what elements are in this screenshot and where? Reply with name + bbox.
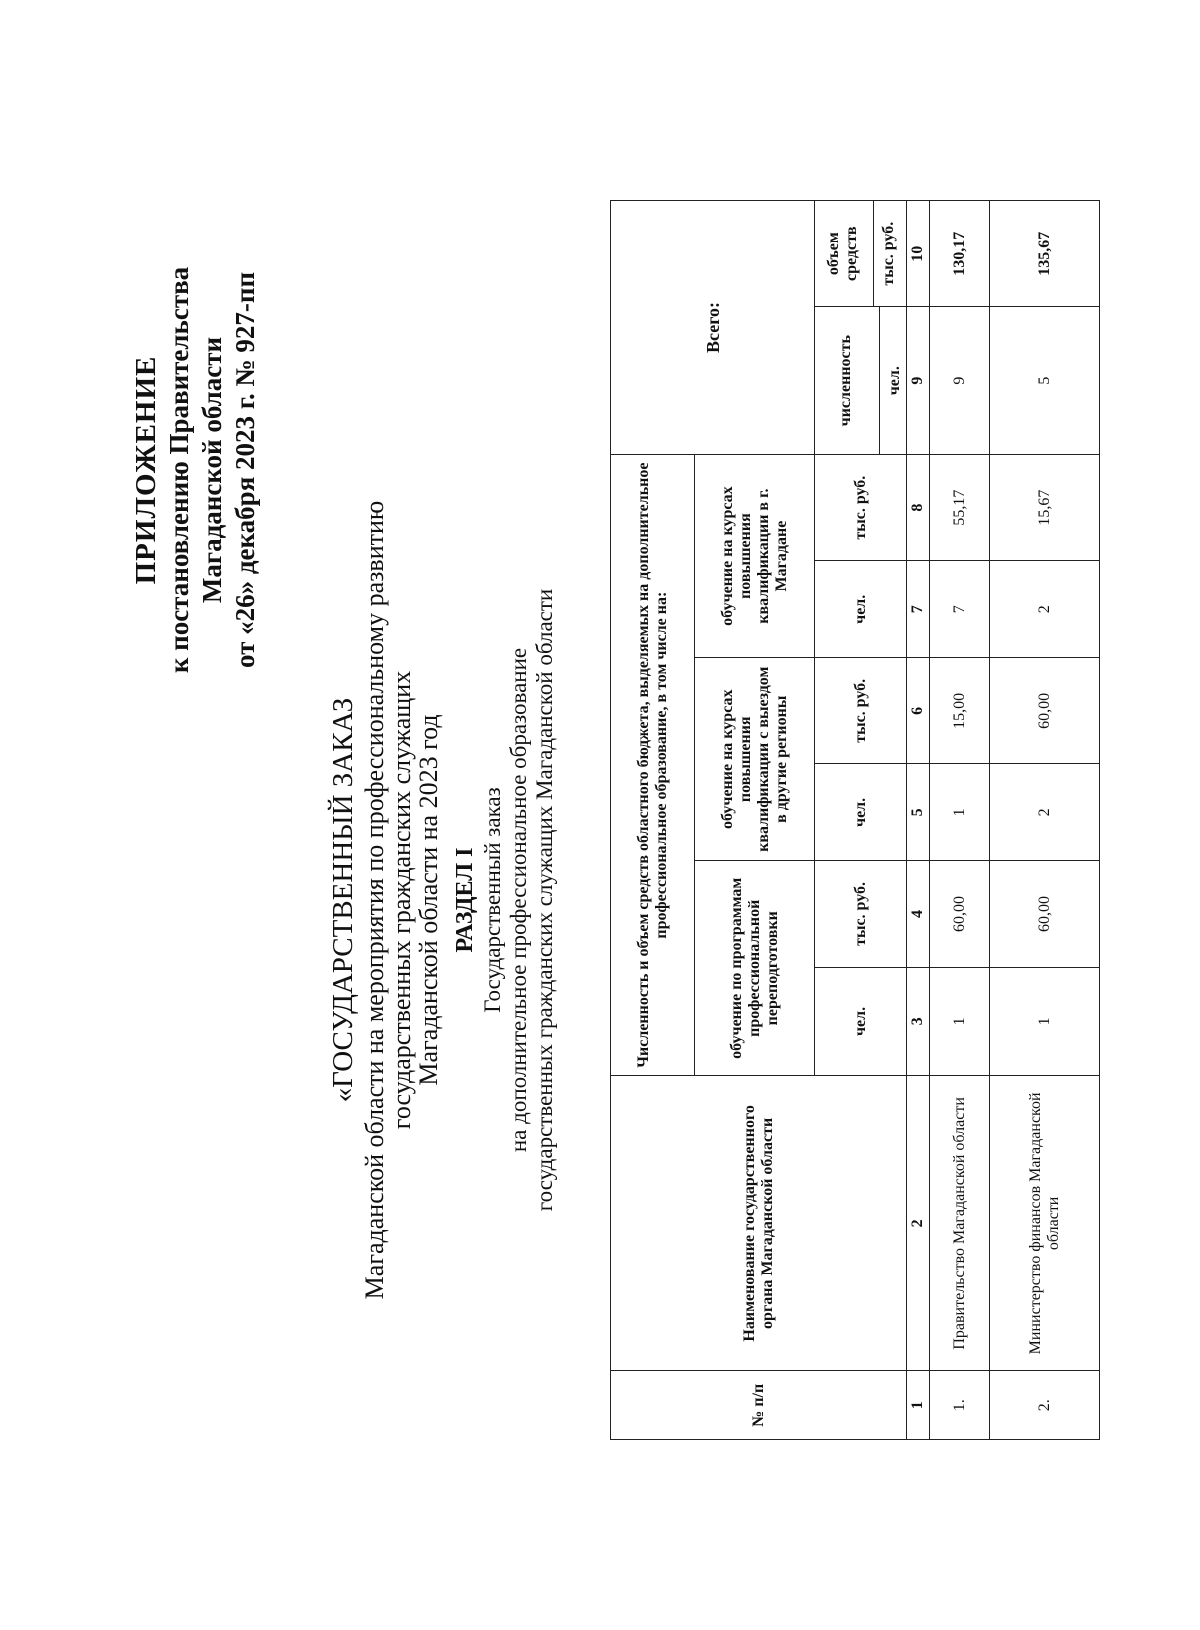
section-line-1: Государственный заказ — [480, 787, 505, 1013]
row2-org: Министерство финансов Магаданской области — [990, 1076, 1100, 1371]
row2-c3: 1 — [990, 967, 1100, 1076]
header-no: № п/п — [611, 1371, 907, 1440]
colnum-6: 6 — [907, 658, 930, 764]
row1-c6: 15,00 — [930, 658, 990, 764]
row1-c7: 7 — [930, 561, 990, 658]
order-heading — [325, 260, 442, 1540]
appendix-header — [130, 160, 262, 780]
row2-c9: 5 — [990, 307, 1100, 455]
header-trips: обучение на курсах повышения квалификации с выездом в другие регионы — [695, 658, 815, 861]
unit-people-3: чел. — [815, 967, 907, 1076]
unit-money-4: тыс. руб. — [815, 861, 907, 967]
header-total: Всего: — [611, 201, 815, 455]
appendix-line-1: к постановлению Правительства — [164, 266, 194, 674]
section-title: РАЗДЕЛ I — [452, 847, 478, 953]
header-volume — [815, 201, 907, 307]
row2-c10: 135,67 — [990, 201, 1100, 307]
row2-no: 2. — [990, 1371, 1100, 1440]
header-retraining: обучение по программам профессиональной переподготовки — [695, 861, 815, 1076]
row1-c8: 55,17 — [930, 454, 990, 560]
column-numbers-row — [907, 201, 930, 1440]
header-headcount — [815, 307, 907, 455]
appendix-line-3: от «26» декабря 2023 г. № 927-пп — [230, 271, 260, 669]
row2-c8: 15,67 — [990, 454, 1100, 560]
unit-money-10: тыс. руб. — [873, 201, 898, 306]
order-title: «ГОСУДАРСТВЕННЫЙ ЗАКАЗ — [327, 697, 359, 1103]
colnum-1: 1 — [907, 1371, 930, 1440]
row1-c3: 1 — [930, 967, 990, 1076]
row2-c5: 2 — [990, 764, 1100, 861]
order-line-1: Магаданской области на мероприятия по профессиональному развитию — [360, 500, 389, 1300]
unit-people-7: чел. — [815, 561, 907, 658]
colnum-8: 8 — [907, 454, 930, 560]
row1-c4: 60,00 — [930, 861, 990, 967]
row2-c6: 60,00 — [990, 658, 1100, 764]
section-line-3: государственных гражданских служащих Магаданской области — [532, 588, 557, 1212]
rotated-landscape-content — [90, 100, 1120, 1560]
row1-c9: 9 — [930, 307, 990, 455]
header-volume-label: объем средств — [825, 226, 860, 281]
row2-c7: 2 — [990, 561, 1100, 658]
order-line-3: Магаданской области на 2023 год — [414, 714, 443, 1086]
row1-no: 1. — [930, 1371, 990, 1440]
colnum-10: 10 — [907, 201, 930, 307]
row2-c4: 60,00 — [990, 861, 1100, 967]
section-line-2: на дополнительное профессиональное образование — [506, 647, 531, 1153]
colnum-3: 3 — [907, 967, 930, 1076]
table-row — [990, 201, 1100, 1440]
unit-money-6: тыс. руб. — [815, 658, 907, 764]
row1-c5: 1 — [930, 764, 990, 861]
row1-org: Правительство Магаданской области — [930, 1076, 990, 1371]
header-group: Численность и объем средств областного бюджета, выделяемых на дополнительное профессиональное образование, в том числе на: — [611, 454, 695, 1075]
appendix-title: ПРИЛОЖЕНИЕ — [130, 355, 162, 585]
row1-c10: 130,17 — [930, 201, 990, 307]
colnum-2: 2 — [907, 1076, 930, 1371]
colnum-5: 5 — [907, 764, 930, 861]
order-line-2: государственных гражданских служащих — [387, 670, 416, 1130]
colnum-4: 4 — [907, 861, 930, 967]
header-headcount-label: численность — [837, 335, 854, 427]
header-local: обучение на курсах повышения квалификации в г. Магадане — [695, 454, 815, 657]
unit-people-9: чел. — [879, 307, 904, 454]
unit-people-5: чел. — [815, 764, 907, 861]
unit-money-8: тыс. руб. — [815, 454, 907, 560]
colnum-9: 9 — [907, 307, 930, 455]
order-table — [610, 200, 1100, 1440]
header-org: Наименование государственного органа Магаданской области — [611, 1076, 907, 1371]
section-heading — [450, 260, 558, 1540]
table-row — [930, 201, 990, 1440]
appendix-line-2: Магаданской области — [197, 336, 227, 604]
colnum-7: 7 — [907, 561, 930, 658]
